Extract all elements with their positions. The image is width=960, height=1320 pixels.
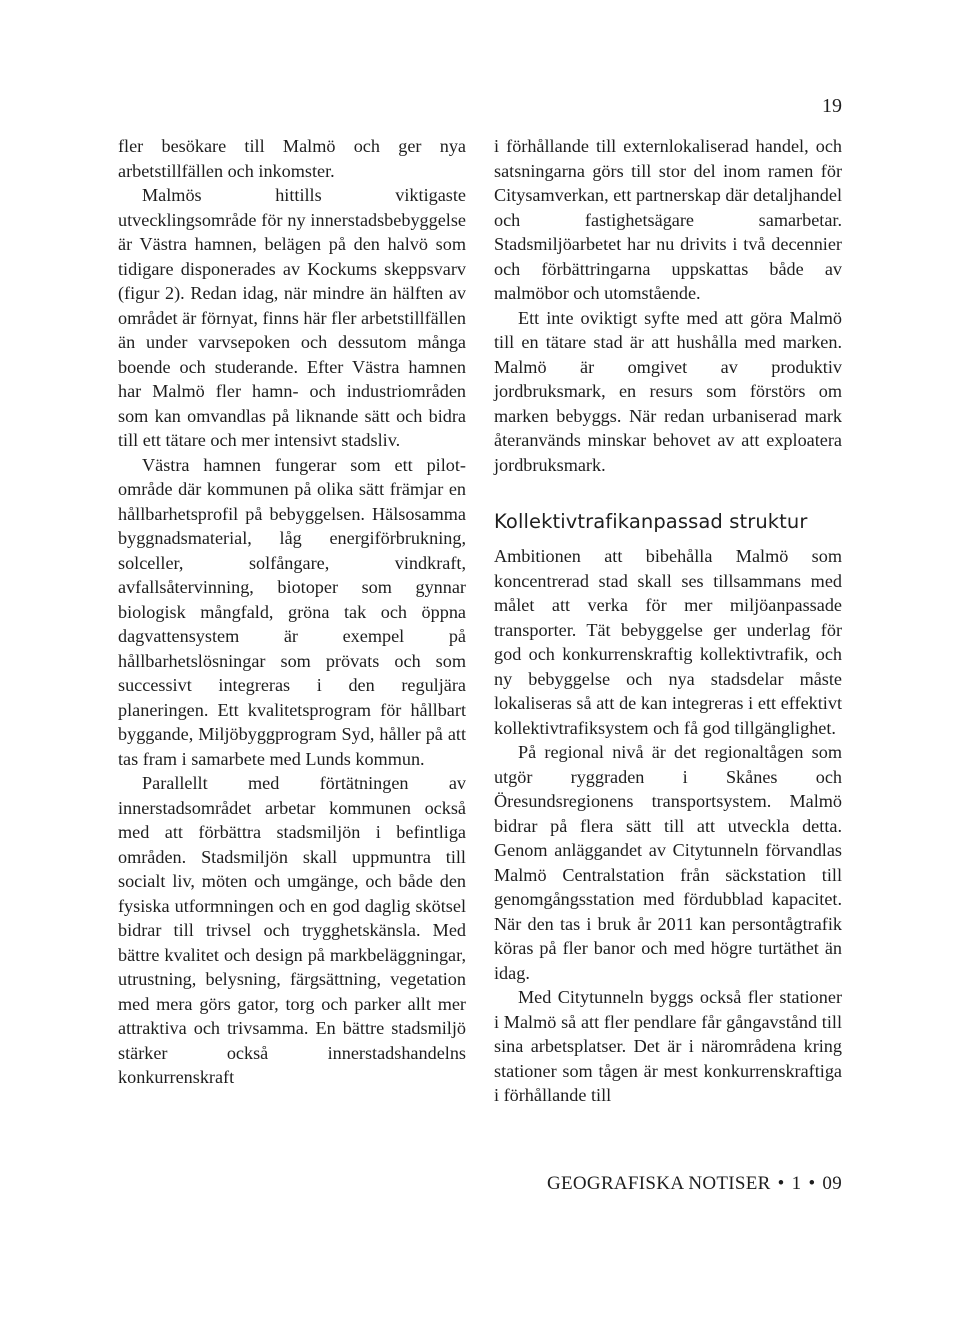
page-number: 19 — [822, 95, 842, 117]
journal-name: GEOGRAFISKA NOTISER — [546, 1173, 771, 1194]
separator-dot: • — [808, 1173, 816, 1194]
left-text-column — [118, 134, 466, 1090]
journal-footer — [494, 1172, 842, 1196]
separator-dot: • — [777, 1173, 785, 1194]
issue-number: 1 — [791, 1173, 802, 1194]
paragraph: Västra hamnen fungerar som ett pilot-område där kommunen på olika sätt främjar en hållbarhetsprofil på bebyggelsen. Hälsosamma byggnadsmaterial, låg energiförbrukning, solceller, solfångare, vindkraft, avfallsåtervinning, biotoper som gynnar biologisk mångfald, gröna tak och öppna dagvattensystem är exempel på hållbarhetslösningar som prövats och som successivt integreras i den reguljära planeringen. Ett kvalitetsprogram för hållbart byggande, Miljöbyggprogram Syd, håller på att tas fram i samarbete med Lunds kommun. — [118, 454, 466, 769]
paragraph: Med Citytunneln byggs också fler stationer i Malmö så att fler pendlare får gångavstånd till sina arbetsplatser. Det är i närområdena kring stationer som tågen är mest konkurrenskraftiga i förhållande till — [494, 987, 842, 1105]
paragraph: På regional nivå är det regionaltågen som utgör ryggraden i Skånes och Öresundsregionens transportsystem. Malmö bidrar på flera sätt till att utveckla detta. Genom anläggandet av Citytunneln förvandlas Malmö Centralstation från säckstation till genomgångsstation med fördubblad kapacitet. När den tas i bruk år 2011 kan persontågtrafik köras på fler banor och med högre turtäthet än idag. — [494, 742, 842, 983]
paragraph: fler besökare till Malmö och ger nya arbetstillfällen och inkomster. — [118, 136, 466, 181]
paragraph: Ett inte oviktigt syfte med att göra Malmö till en tätare stad är att hushålla med marken. Malmö är omgivet av produktiv jordbruksmark, en resurs som förstörs om marken bebyggs. När redan urbaniserad mark återanvänds minskar behovet av att exploatera jordbruksmark. — [494, 307, 842, 475]
paragraph: i förhållande till externlokaliserad handel, och satsningarna görs till stor del inom ramen för Citysamverkan, ett partnerskap där detaljhandel och fastighetsägare samarbetar. Stadsmiljöarbetet har nu drivits i två decennier och förbättringarna uppskattas både av malmöbor och utomstående. — [494, 136, 842, 303]
section-heading: Kollektivtrafikanpassad struktur — [494, 510, 808, 533]
paragraph: Ambitionen att bibehålla Malmö som koncentrerad stad skall ses tillsammans med målet att verka för mer miljöanpassade transporter. Tät bebyggelse ger underlag för god och konkurrenskraftig kollektivtrafik, och ny bebyggelse och nya stadsdelar måste lokaliseras så att de kan integreras i ett effektivt kollektivtrafiksystem och få god tillgänglighet. — [494, 546, 842, 738]
issue-year: 09 — [822, 1173, 842, 1194]
paragraph: Parallellt med förtätningen av innerstadsområdet arbetar kommunen också med att förbättra stadsmiljön i befintliga områden. Stadsmiljön skall uppmuntra till socialt liv, möten och umgänge, och både den fysiska utformningen och en god daglig skötsel bidrar till trivsel och trygghetskänsla. Med bättre kvalitet och design på markbeläggningar, utrustning, belysning, färgsättning, vegetation med mera görs gator, torg och parker allt mer attraktiva och trivsamma. En bättre stadsmiljö stärker också innerstadshandelns konkurrenskraft — [118, 773, 466, 1087]
paragraph: Malmös hittills viktigaste utvecklingsområde för ny innerstadsbebyggelse är Västra hamnen, belägen på den halvö som tidigare disponerades av Kockums skeppsvarv (figur 2). Redan idag, när mindre än hälften av området är förnyat, finns här fler arbetstillfällen än under varvsepoken och dessutom många boende och studerande. Efter Västra hamnen har Malmö fler hamn- och industriområden som kan omvandlas på liknande sätt och bidra till ett tätare och mer intensivt stadsliv. — [118, 185, 466, 450]
right-text-column — [494, 134, 842, 1108]
